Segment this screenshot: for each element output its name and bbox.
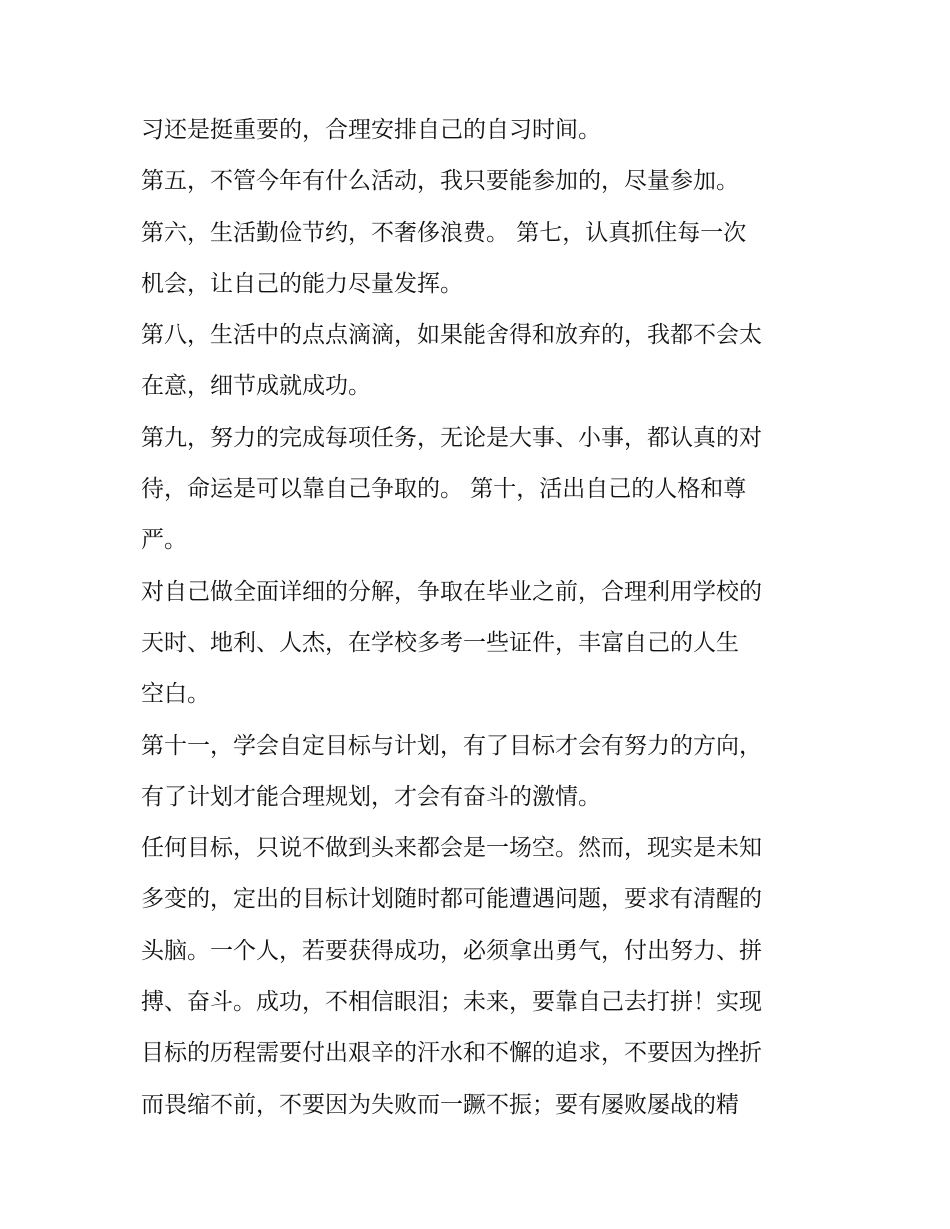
- text-line: 空白。: [141, 681, 210, 708]
- text-line: 机会，让自己的能力尽量发挥。: [141, 270, 463, 297]
- text-line: 第八，生活中的点点滴滴，如果能舍得和放弃的，我都不会太: [141, 322, 762, 349]
- text-line: 习还是挺重要的，合理安排自己的自习时间。: [141, 117, 601, 143]
- text-line: 天时、地利、人杰，在学校多考一些证件，丰富自己的人生: [141, 629, 739, 656]
- text-line: 第九，努力的完成每项任务，无论是大事、小事，都认真的对: [141, 424, 762, 451]
- body-text: [141, 108, 841, 1134]
- text-line: 头脑。一个人，若要获得成功，必须拿出勇气，付出努力、拼: [141, 937, 762, 964]
- text-line: 在意，细节成就成功。: [141, 373, 371, 400]
- text-line: 第五，不管今年有什么活动，我只要能参加的，尽量参加。: [141, 168, 739, 195]
- text-line: 目标的历程需要付出艰辛的汗水和不懈的追求，不要因为挫折: [141, 1040, 762, 1067]
- text-line: 有了计划才能合理规划，才会有奋斗的激情。: [141, 783, 601, 810]
- text-line: 搏、奋斗。成功，不相信眼泪；未来，要靠自己去打拼！实现: [141, 989, 762, 1016]
- text-line: 对自己做全面详细的分解，争取在毕业之前，合理利用学校的: [141, 578, 762, 605]
- text-line: 严。: [141, 527, 187, 554]
- text-line: 多变的，定出的目标计划随时都可能遭遇问题，要求有清醒的: [141, 886, 762, 913]
- text-line: 待，命运是可以靠自己争取的。 第十，活出自己的人格和尊: [141, 476, 747, 503]
- text-line: 第十一，学会自定目标与计划，有了目标才会有努力的方向，: [141, 732, 762, 759]
- text-line: 任何目标，只说不做到头来都会是一场空。然而，现实是未知: [141, 835, 762, 862]
- text-line: 而畏缩不前，不要因为失败而一蹶不振；要有屡败屡战的精: [141, 1091, 739, 1118]
- text-line: 第六，生活勤俭节约，不奢侈浪费。 第七，认真抓住每一次: [141, 219, 747, 246]
